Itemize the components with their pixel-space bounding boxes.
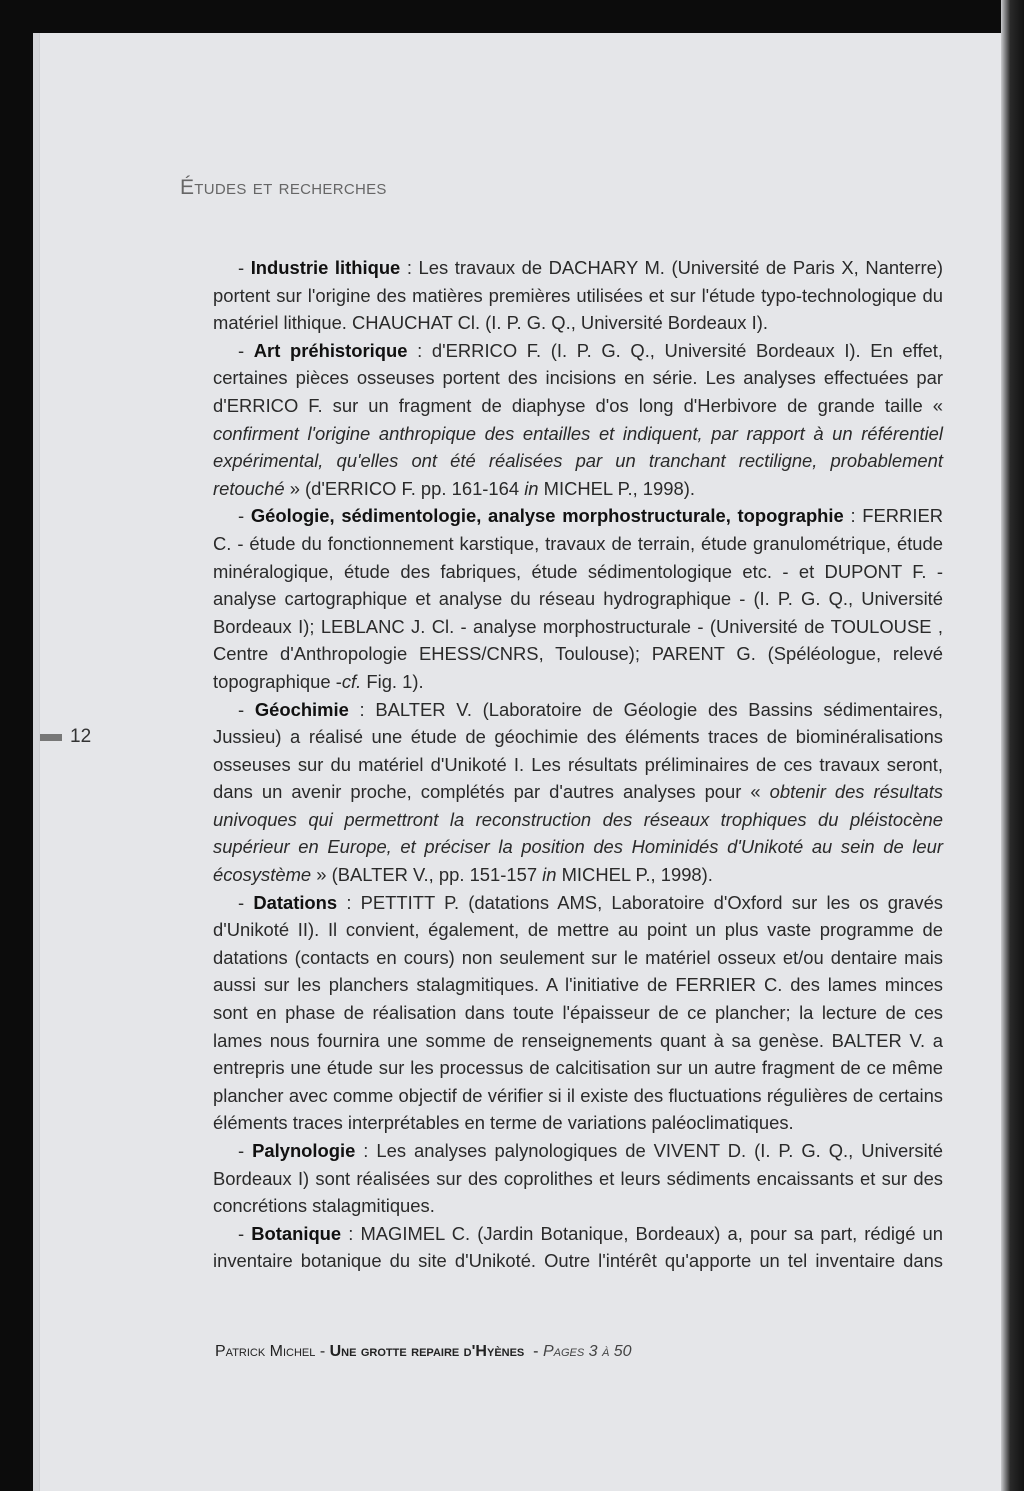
section-heading: Palynologie xyxy=(252,1140,356,1161)
section-heading: Industrie lithique xyxy=(250,257,401,278)
section-heading: Géochimie xyxy=(254,698,349,720)
footer-separator: - xyxy=(315,1343,330,1360)
paragraph-art-prehistorique xyxy=(213,337,943,503)
dash: - xyxy=(238,1222,252,1244)
text: : PETTITT P. (datations AMS, Laboratoire d'Oxford sur les os gravés d'Unikoté II). Il convient, également, de mettre au point un plus vaste programme de datations (contacts en cours) non seulement sur le matériel osseux et/ou dentaire mais aussi sur les planchers stalagmitiques. A l'initiative de FERRIER C. des lames minces sont en phase de réalisation dans toute l'épaisseur de ce plancher; la lecture de ces lames nous fournira une somme de renseignements quant à sa genèse. BALTER V. a entrepris une étude sur les processus de calcitisation sur un autre fragment de ce même plancher avec comme objectif de vérifier si il existe des fluctuations régulières de certains éléments traces interprétables en terme de variations paléoclimatiques. xyxy=(213,891,944,1134)
paragraph-palynologie xyxy=(213,1137,943,1220)
text: : Les analyses palynologiques de VIVENT D. (I. P. G. Q., Université Bordeaux I) sont réalisées sur des coprolithes et leurs sédiments encaissants et sur des concrétions stalagmitiques. xyxy=(213,1140,944,1217)
text-italic: in xyxy=(524,477,539,499)
text: MICHEL P., 1998). xyxy=(556,864,713,886)
text: MICHEL P., 1998). xyxy=(538,477,695,499)
section-heading: Géologie, sédimentologie, analyse morphostructurale, topographie xyxy=(250,505,844,527)
paragraph-geologie xyxy=(213,502,943,695)
paragraph-industrie-lithique xyxy=(213,254,943,337)
text: : d'ERRICO F. (I. P. G. Q., Université Bordeaux I). En effet, certaines pièces osseuses portent des incisions en série. Les analyses effectuées par d'ERRICO F. sur un fragment de diaphyse d'os long d'Herbivore de grande taille « xyxy=(213,339,943,416)
dash: - xyxy=(238,505,251,527)
section-heading: Art préhistorique xyxy=(253,339,408,361)
footer-author: Patrick Michel xyxy=(215,1343,316,1360)
text: » (d'ERRICO F. pp. 161-164 xyxy=(284,477,525,499)
paragraph-botanique xyxy=(213,1220,943,1275)
footer-separator: - xyxy=(524,1343,543,1360)
text: : MAGIMEL C. (Jardin Botanique, Bordeaux) a, pour sa part, rédigé un inventaire botanique du site d'Unikoté. Outre l'intérêt qu'apporte un tel inventaire dans xyxy=(213,1222,943,1272)
dash: - xyxy=(238,257,251,278)
running-footer xyxy=(215,1343,632,1361)
page-number: 12 xyxy=(70,726,92,747)
text: Fig. 1). xyxy=(361,670,424,692)
text: : BALTER V. (Laboratoire de Géologie des Bassins sédimentaires, Jussieu) a réalisé une étude de géochimie des éléments traces de biominéralisations osseuses sur du matériel d'Unikoté I. Les résultats préliminaires de ces travaux seront, dans un avenir proche, complétés par d'autres analyses pour « xyxy=(213,698,943,803)
body-text xyxy=(213,254,943,1275)
document-page xyxy=(33,33,1001,1491)
text: » (BALTER V., pp. 151-157 xyxy=(311,864,543,886)
footer-pages: Pages 3 à 50 xyxy=(542,1343,632,1360)
dash: - xyxy=(238,339,254,361)
page-gutter xyxy=(33,33,40,1491)
dash: - xyxy=(238,891,254,913)
scan-edge xyxy=(1001,0,1024,1491)
text-italic: cf. xyxy=(341,670,362,692)
dash: - xyxy=(238,1140,253,1161)
section-heading: Botanique xyxy=(251,1222,342,1244)
text-italic: in xyxy=(542,864,557,886)
text: : FERRIER C. - étude du fonctionnement karstique, travaux de terrain, étude granulométrique, étude minéralogique, étude des fabriques, étude sédimentologique etc. - et DUPONT F. - analyse cartographique et analyse du réseau hydrographique - (I. P. G. Q., Université Bordeaux I); LEBLANC J. Cl. - analyse morphostructurale - (Université de TOULOUSE , Centre d'Anthropologie EHESS/CNRS, Toulouse); PARENT G. (Spéléologue, relevé topographique - xyxy=(213,505,943,692)
dash: - xyxy=(238,698,255,720)
running-header: Études et recherches xyxy=(180,176,387,199)
quote: confirment l'origine anthropique des entailles et indiquent, par rapport à un référentiel expérimental, qu'elles ont été réalisées par un tranchant rectiligne, probablement retouché xyxy=(213,422,943,499)
paragraph-datations xyxy=(213,889,943,1137)
quote: obtenir des résultats univoques qui permettront la reconstruction des réseaux trophiques du pléistocène supérieur en Europe, et préciser la position des Hominidés d'Unikoté au sein de leur écosystème xyxy=(213,781,944,886)
paragraph-geochimie xyxy=(213,696,943,889)
footer-title: Une grotte repaire d'Hyènes xyxy=(329,1343,525,1360)
page-number-marker xyxy=(40,734,62,741)
text: : Les travaux de DACHARY M. (Université de Paris X, Nanterre) portent sur l'origine des matières premières utilisées et sur l'étude typo-technologique du matériel lithique. CHAUCHAT Cl. (I. P. G. Q., Université Bordeaux I). xyxy=(213,257,943,334)
section-heading: Datations xyxy=(253,891,338,913)
